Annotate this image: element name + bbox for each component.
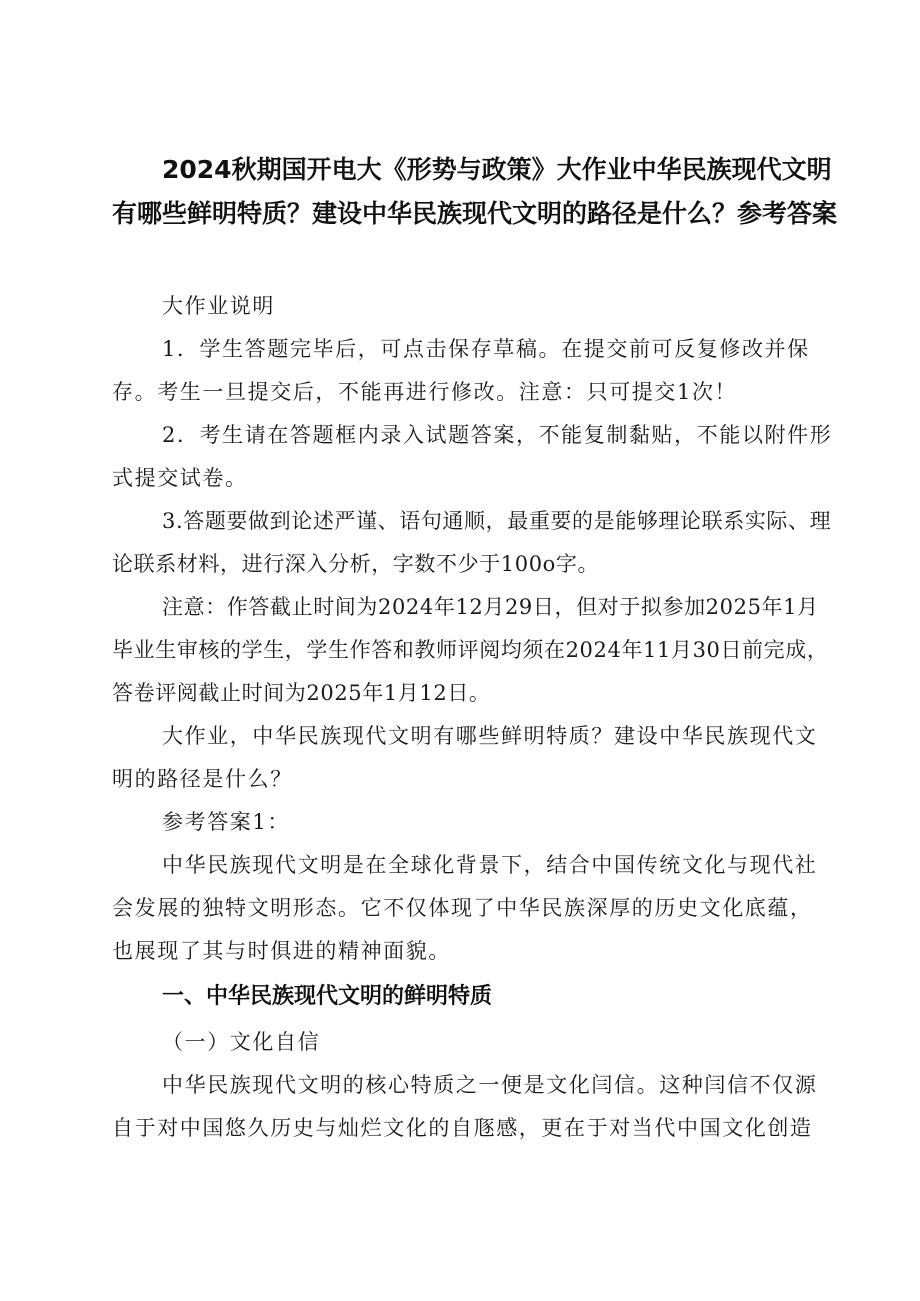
document-body <box>112 285 834 1150</box>
instruction-item-3: 3.答题要做到论述严谨、语句通顺，最重要的是能够理论联系实际、理论联系材料，进行深入分析，字数不少于100o字。 <box>112 509 832 576</box>
deadline-notice: 注意：作答截止时间为2024年12月29日，但对于拟参加2025年1月毕业生审核的学生，学生作答和教师评阅均须在2024年11月30日前完成，答卷评阅截止时间为2025年1月12日。 <box>112 595 829 705</box>
instructions-heading: 大作业说明 <box>162 294 275 318</box>
answer-intro: 中华民族现代文明是在全球化背景下，结合中国传统文化与现代社会发展的独特文明形态。它不仅体现了中华民族深厚的历史文化底蕴，也展现了其与时俱进的精神面貌。 <box>112 853 818 963</box>
document-title: 2024秋期国开电大《形势与政策》大作业中华民族现代文明有哪些鲜明特质？建设中华民族现代文明的路径是什么？参考答案 <box>112 155 838 228</box>
section-1-heading: 一、中华民族现代文明的鲜明特质 <box>162 984 493 1009</box>
subsection-1-heading: （一）文化自信 <box>162 1030 321 1054</box>
instruction-item-1: 1．学生答题完毕后，可点击保存草稿。在提交前可反复修改并保存。考生一旦提交后，不能再进行修改。注意：只可提交1次！ <box>112 337 810 404</box>
subsection-1-text: 中华民族现代文明的核心特质之一便是文化闫信。这种闫信不仅源自于对中国悠久历史与灿烂文化的自豗感，更在于对当代中国文化创造 <box>112 1073 818 1140</box>
answer-label: 参考答案1： <box>162 810 290 834</box>
assignment-question: 大作业，中华民族现代文明有哪些鲜明特质？建设中华民族现代文明的路径是什么？ <box>112 724 818 791</box>
instruction-item-2: 2．考生请在答题框内录入试题答案，不能复制黏贴，不能以附件形式提交试卷。 <box>112 423 833 490</box>
